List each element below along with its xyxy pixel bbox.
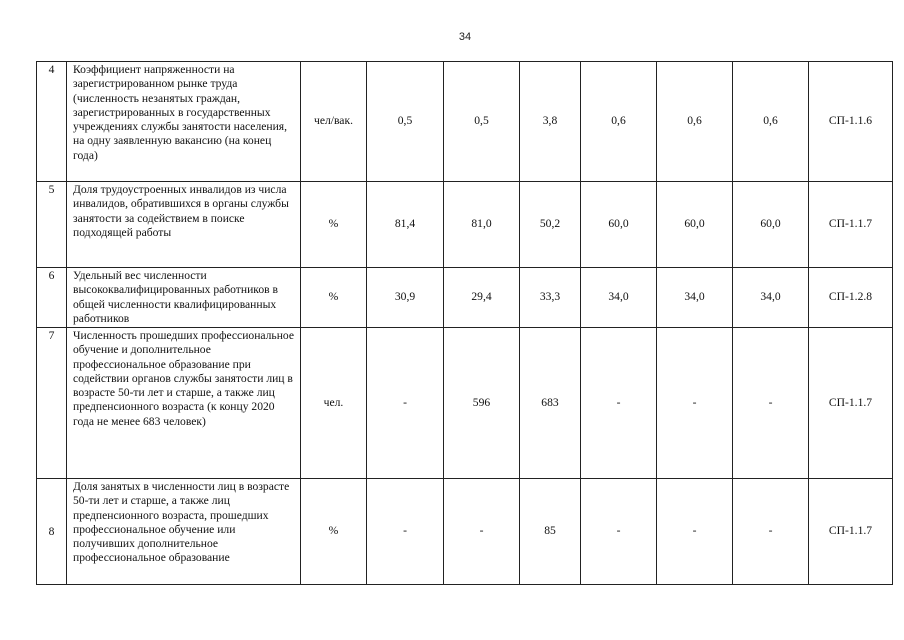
indicators-table: [36, 61, 893, 585]
unit-cell: %: [301, 182, 367, 268]
value-cell: 34,0: [733, 268, 809, 328]
unit-cell: чел.: [301, 328, 367, 479]
value-cell: 85: [520, 479, 581, 585]
indicator-name: Удельный вес численности высококвалифицированных работников в общей численности квалифицированных работников: [67, 268, 301, 328]
value-cell: 0,5: [444, 62, 520, 182]
table-row: [37, 62, 893, 182]
value-cell: -: [657, 479, 733, 585]
indicator-name: Коэффициент напряженности на зарегистрированном рынке труда (численность незанятых граждан, зарегистрированных в государственных учреждениях службы занятости населения, на одну заявленную вакансию (на конец года): [67, 62, 301, 182]
value-cell: 0,6: [581, 62, 657, 182]
value-cell: -: [657, 328, 733, 479]
value-cell: 60,0: [581, 182, 657, 268]
row-number: 6: [37, 268, 67, 328]
value-cell: 0,5: [367, 62, 444, 182]
indicator-name: Доля трудоустроенных инвалидов из числа инвалидов, обратившихся в органы службы занятости за содействием в поиске подходящей работы: [67, 182, 301, 268]
row-number: 4: [37, 62, 67, 182]
row-number: 5: [37, 182, 67, 268]
table-row: [37, 479, 893, 585]
table-row: [37, 182, 893, 268]
indicator-name: Численность прошедших профессиональное обучение и дополнительное профессиональное образование при содействии органов службы занятости лиц в возрасте 50-ти лет и старше, а также лиц предпенсионного возраста (к концу 2020 года не менее 683 человек): [67, 328, 301, 479]
program-code-cell: СП-1.1.6: [809, 62, 893, 182]
value-cell: 33,3: [520, 268, 581, 328]
row-number: 7: [37, 328, 67, 479]
value-cell: 30,9: [367, 268, 444, 328]
program-code-cell: СП-1.2.8: [809, 268, 893, 328]
value-cell: -: [367, 479, 444, 585]
program-code-cell: СП-1.1.7: [809, 328, 893, 479]
unit-cell: чел/вак.: [301, 62, 367, 182]
program-code-cell: СП-1.1.7: [809, 182, 893, 268]
value-cell: 3,8: [520, 62, 581, 182]
table-row: [37, 328, 893, 479]
value-cell: -: [367, 328, 444, 479]
value-cell: 683: [520, 328, 581, 479]
value-cell: 81,0: [444, 182, 520, 268]
value-cell: -: [581, 328, 657, 479]
unit-cell: %: [301, 479, 367, 585]
value-cell: 60,0: [733, 182, 809, 268]
value-cell: -: [581, 479, 657, 585]
value-cell: 0,6: [733, 62, 809, 182]
value-cell: 34,0: [657, 268, 733, 328]
value-cell: -: [444, 479, 520, 585]
table-row: [37, 268, 893, 328]
page-number: 34: [458, 31, 472, 43]
value-cell: 0,6: [657, 62, 733, 182]
unit-cell: %: [301, 268, 367, 328]
value-cell: 60,0: [657, 182, 733, 268]
program-code-cell: СП-1.1.7: [809, 479, 893, 585]
value-cell: 50,2: [520, 182, 581, 268]
row-number: 8: [37, 479, 67, 585]
value-cell: -: [733, 479, 809, 585]
value-cell: 29,4: [444, 268, 520, 328]
indicator-name: Доля занятых в численности лиц в возрасте 50-ти лет и старше, а также лиц предпенсионного возраста, прошедших профессиональное обучение или получивших дополнительное профессиональное образование: [67, 479, 301, 585]
value-cell: 596: [444, 328, 520, 479]
value-cell: 34,0: [581, 268, 657, 328]
value-cell: -: [733, 328, 809, 479]
value-cell: 81,4: [367, 182, 444, 268]
